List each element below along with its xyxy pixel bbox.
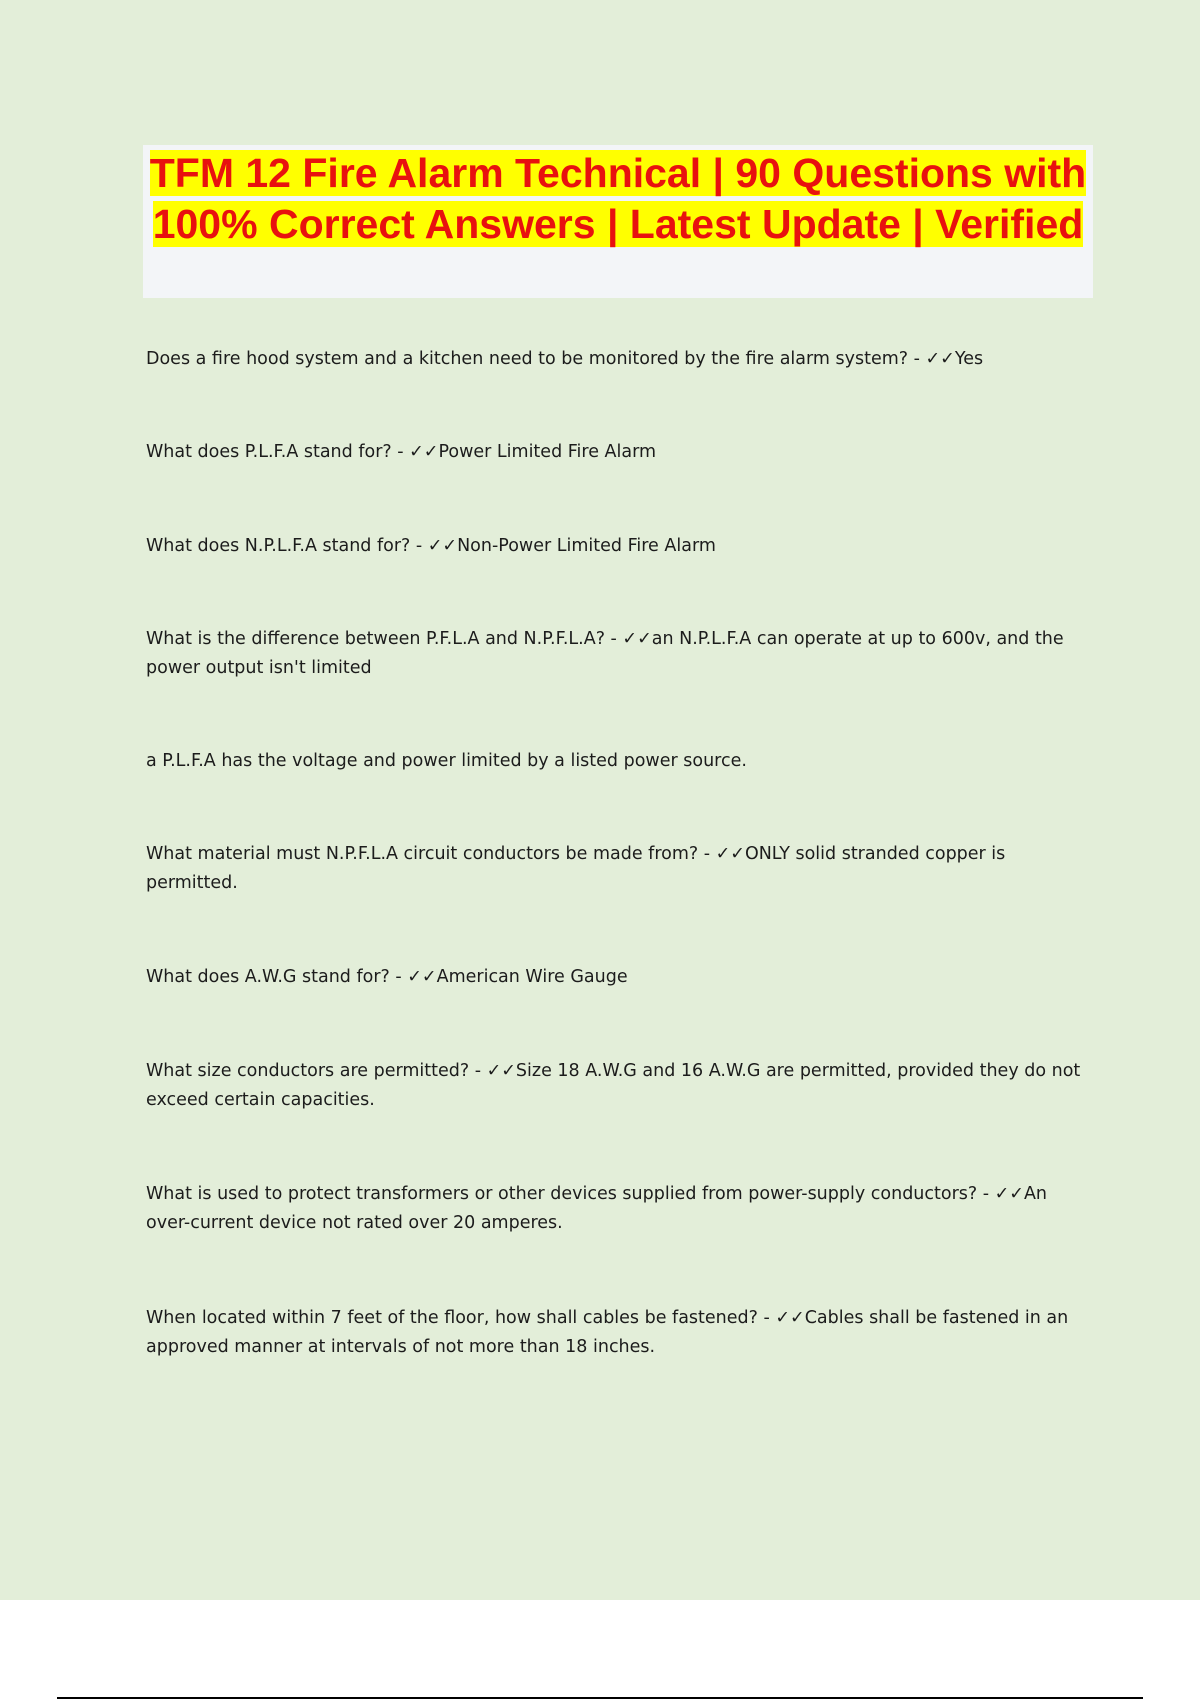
qa-entry: What does A.W.G stand for? - ✓✓American Wire Gauge	[146, 967, 628, 987]
title-highlight: TFM 12 Fire Alarm Technical | 90 Questions with 100% Correct Answers | Latest Update | Verified	[149, 150, 1087, 247]
title-box	[143, 145, 1093, 298]
footer-divider	[57, 1697, 1143, 1699]
document-title	[143, 145, 1093, 250]
qa-entry: What material must N.P.F.L.A circuit conductors be made from? - ✓✓ONLY solid stranded copper is permitted.	[146, 844, 1006, 893]
qa-entry: When located within 7 feet of the floor, how shall cables be fastened? - ✓✓Cables shall be fastened in an approved manner at intervals of not more than 18 inches.	[146, 1308, 1069, 1357]
qa-entry: What size conductors are permitted? - ✓✓Size 18 A.W.G and 16 A.W.G are permitted, provided they do not exceed certain capacities.	[146, 1061, 1081, 1110]
qa-entry: What is used to protect transformers or other devices supplied from power-supply conductors? - ✓✓An over-current device not rated over 20 amperes.	[146, 1184, 1048, 1233]
qa-entry: What is the difference between P.F.L.A and N.P.F.L.A? - ✓✓an N.P.L.F.A can operate at up to 600v, and the power output isn't limited	[146, 629, 1064, 678]
qa-entry: Does a fire hood system and a kitchen need to be monitored by the fire alarm system? - ✓✓Yes	[146, 349, 984, 369]
qa-entry: What does N.P.L.F.A stand for? - ✓✓Non-Power Limited Fire Alarm	[146, 536, 716, 556]
qa-entry: a P.L.F.A has the voltage and power limited by a listed power source.	[146, 751, 747, 771]
qa-entry: What does P.L.F.A stand for? - ✓✓Power Limited Fire Alarm	[146, 442, 657, 462]
